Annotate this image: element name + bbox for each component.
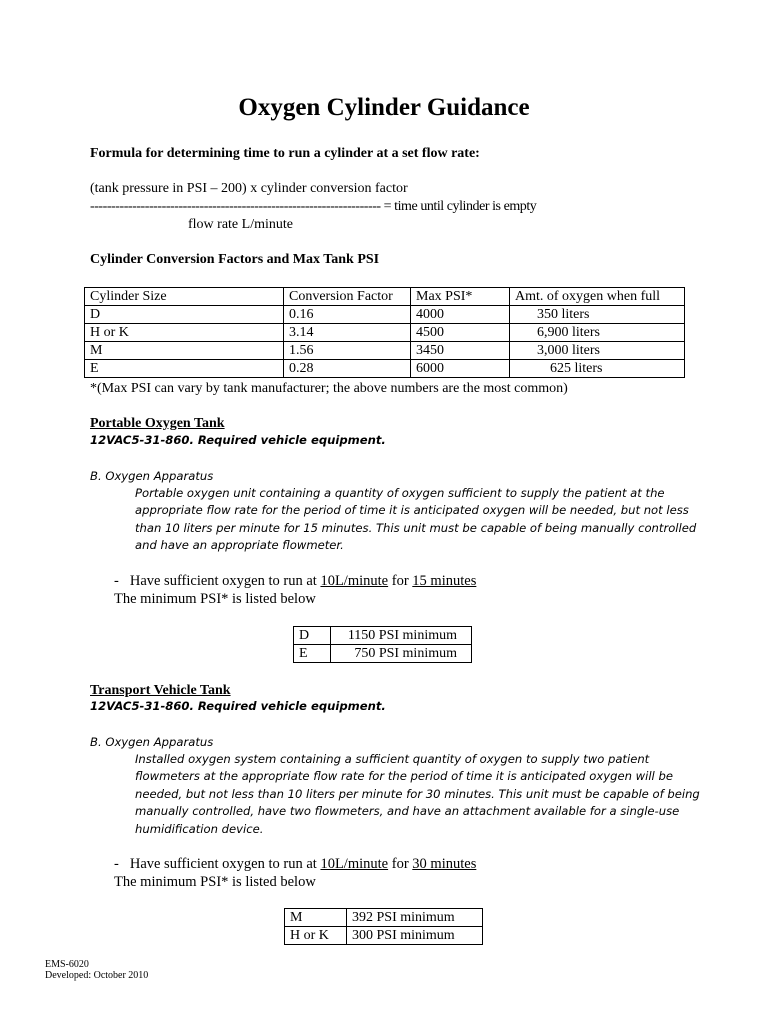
formula-denominator: flow rate L/minute (188, 217, 293, 232)
transport-regulation: 12VAC5-31-860. Required vehicle equipment. (90, 699, 386, 713)
table-cell: H or K (285, 927, 347, 945)
table-row (85, 324, 685, 342)
factors-heading: Cylinder Conversion Factors and Max Tank PSI (90, 252, 380, 267)
table-cell: 1.56 (284, 342, 411, 360)
table-cell: 3.14 (284, 324, 411, 342)
transport-bullet (114, 855, 476, 873)
table-cell: 750 PSI minimum (331, 645, 472, 663)
flow-rate: 10L/minute (320, 573, 389, 589)
portable-text-line: Portable oxygen unit containing a quantity of oxygen sufficient to supply the patient at the (135, 486, 665, 500)
table-cell: 392 PSI minimum (347, 909, 483, 927)
conversion-table (84, 287, 685, 378)
table-cell: 0.28 (284, 360, 411, 378)
table-cell: 4000 (411, 306, 510, 324)
formula-divider: --------------------------------------------------------------------- = time until cylinder is empty (90, 199, 537, 214)
table-footnote: *(Max PSI can vary by tank manufacturer; the above numbers are the most common) (90, 381, 568, 396)
developed-date: Developed: October 2010 (45, 970, 149, 981)
portable-min-line: The minimum PSI* is listed below (114, 591, 316, 607)
table-cell: 3450 (411, 342, 510, 360)
table-cell: M (285, 909, 347, 927)
transport-text-line: flowmeters at the appropriate flow rate for the period of time it is anticipated oxygen will be (135, 769, 673, 783)
table-cell: E (85, 360, 284, 378)
table-cell: 625 liters (510, 360, 685, 378)
table-cell: H or K (85, 324, 284, 342)
bullet-text: for (388, 856, 413, 872)
table-cell: E (294, 645, 331, 663)
transport-min-table (284, 908, 483, 945)
table-cell: 300 PSI minimum (347, 927, 483, 945)
table-cell: 350 liters (510, 306, 685, 324)
table-cell: 4500 (411, 324, 510, 342)
dash-bullet: - (114, 856, 119, 872)
portable-bullet (114, 572, 476, 590)
table-row (285, 927, 483, 945)
transport-text-line: manually controlled, have two flowmeters, and have an attachment available for a single-use (135, 804, 680, 818)
table-row (294, 627, 472, 645)
page-title: Oxygen Cylinder Guidance (238, 94, 530, 121)
formula-numerator: (tank pressure in PSI – 200) x cylinder conversion factor (90, 181, 408, 196)
table-row (85, 306, 685, 324)
transport-apparatus-label: B. Oxygen Apparatus (90, 735, 214, 749)
portable-text-line: appropriate flow rate for the period of time it is anticipated oxygen will be needed, but not less (135, 503, 689, 517)
table-row (85, 342, 685, 360)
transport-text-line: humidification device. (135, 822, 264, 836)
table-cell: 1150 PSI minimum (331, 627, 472, 645)
bullet-text: for (388, 573, 413, 589)
transport-text-line: needed, but not less than 10 liters per minute for 30 minutes. This unit must be capable of being (135, 787, 700, 801)
column-header: Amt. of oxygen when full (510, 288, 685, 306)
transport-text-line: Installed oxygen system containing a sufficient quantity of oxygen to supply two patient (135, 752, 650, 766)
column-header: Conversion Factor (284, 288, 411, 306)
portable-apparatus-label: B. Oxygen Apparatus (90, 469, 214, 483)
duration: 30 minutes (412, 856, 477, 872)
portable-min-table (293, 626, 472, 663)
table-cell: D (85, 306, 284, 324)
table-header-row (85, 288, 685, 306)
document-code: EMS-6020 (45, 959, 89, 970)
bullet-text: Have sufficient oxygen to run at (129, 573, 321, 589)
portable-text-line: than 10 liters per minute for 15 minutes. This unit must be capable of being manually controlled (135, 521, 697, 535)
table-row (85, 360, 685, 378)
table-cell: 6000 (411, 360, 510, 378)
table-row (294, 645, 472, 663)
table-cell: 6,900 liters (510, 324, 685, 342)
portable-heading: Portable Oxygen Tank (90, 416, 225, 431)
bullet-text: Have sufficient oxygen to run at (129, 856, 321, 872)
duration: 15 minutes (412, 573, 477, 589)
dash-bullet: - (114, 573, 119, 589)
portable-regulation: 12VAC5-31-860. Required vehicle equipment. (90, 433, 386, 447)
table-row (285, 909, 483, 927)
portable-text-line: and have an appropriate flowmeter. (135, 538, 344, 552)
formula-heading: Formula for determining time to run a cylinder at a set flow rate: (90, 146, 480, 161)
column-header: Cylinder Size (85, 288, 284, 306)
table-cell: M (85, 342, 284, 360)
table-cell: 3,000 liters (510, 342, 685, 360)
transport-min-line: The minimum PSI* is listed below (114, 874, 316, 890)
column-header: Max PSI* (411, 288, 510, 306)
transport-heading: Transport Vehicle Tank (90, 683, 231, 698)
flow-rate: 10L/minute (320, 856, 389, 872)
table-cell: D (294, 627, 331, 645)
table-cell: 0.16 (284, 306, 411, 324)
